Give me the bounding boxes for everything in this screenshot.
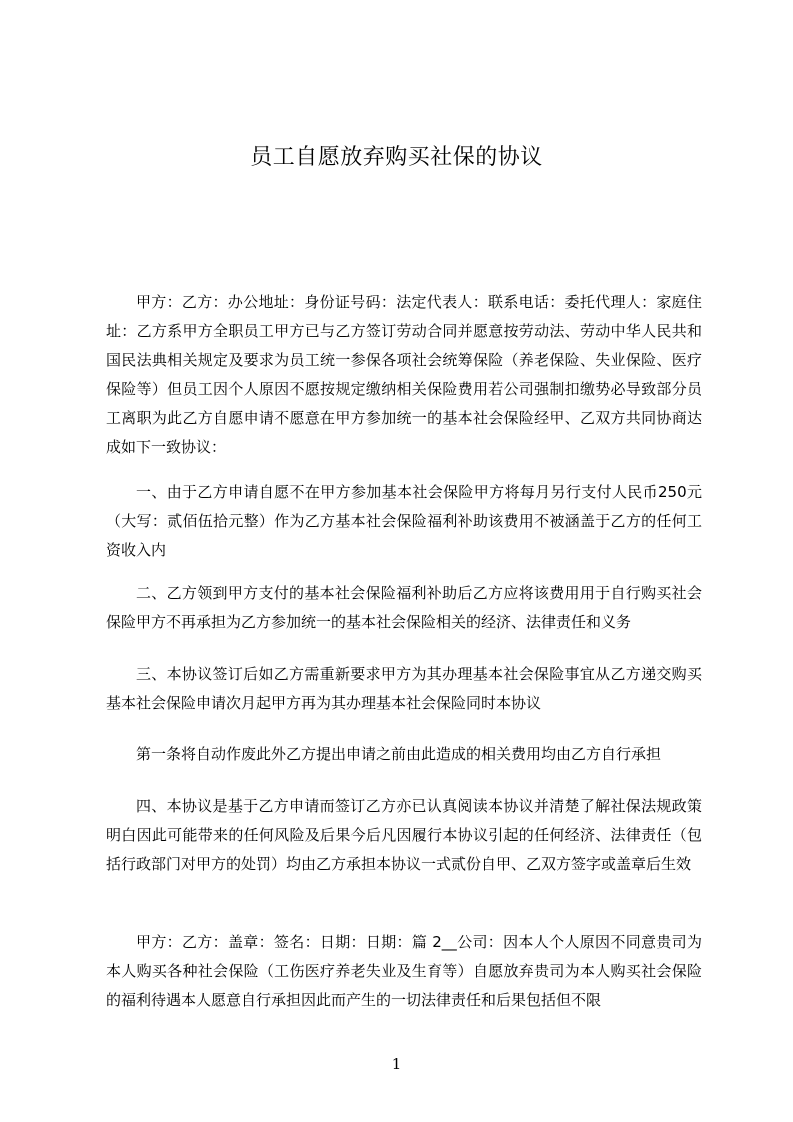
paragraph-clause-3-continued: 第一条将自动作废此外乙方提出申请之前由此造成的相关费用均由乙方自行承担 — [136, 745, 662, 763]
paragraph-signatures: 甲方：乙方：盖章：签名：日期：日期：篇 2__公司：因本人个人原因不同意贵司为本人购买各种社会保险（工伤医疗养老失业及生育等）自愿放弃贵司为本人购买社会保险的福利待遇本人愿意自行承担因此而产生的一切法律责任和后果包括但不限 — [106, 933, 702, 1009]
page-number: 1 — [391, 1055, 402, 1073]
paragraph-clause-4: 四、本协议是基于乙方申请而签订乙方亦已认真阅读本协议并清楚了解社保法规政策明白因此可能带来的任何风险及后果今后凡因履行本协议引起的任何经济、法律责任（包括行政部门对甲方的处罚）均由乙方承担本协议一式贰份自甲、乙双方签字或盖章后生效 — [106, 797, 702, 873]
paragraph-clause-1: 一、由于乙方申请自愿不在甲方参加基本社会保险甲方将每月另行支付人民币250元（大写：贰佰伍拾元整）作为乙方基本社会保险福利补助该费用不被涵盖于乙方的任何工资收入内 — [106, 483, 702, 559]
document-title: 员工自愿放弃购买社保的协议 — [250, 145, 543, 170]
paragraph-parties: 甲方：乙方：办公地址：身份证号码：法定代表人：联系电话：委托代理人：家庭住址：乙方系甲方全职员工甲方已与乙方签订劳动合同并愿意按劳动法、劳动中华人民共和国民法典相关规定及要求为员工统一参保各项社会统筹保险（养老保险、失业保险、医疗保险等）但员工因个人原因不愿按规定缴纳相关保险费用若公司强制扣缴势必导致部分员工离职为此乙方自愿申请不愿意在甲方参加统一的基本社会保险经甲、乙双方共同协商达成如下一致协议： — [106, 293, 702, 456]
paragraph-clause-3: 三、本协议签订后如乙方需重新要求甲方为其办理基本社会保险事宜从乙方递交购买基本社会保险申请次月起甲方再为其办理基本社会保险同时本协议 — [106, 665, 702, 712]
paragraph-clause-2: 二、乙方领到甲方支付的基本社会保险福利补助后乙方应将该费用用于自行购买社会保险甲方不再承担为乙方参加统一的基本社会保险相关的经济、法律责任和义务 — [106, 584, 702, 631]
